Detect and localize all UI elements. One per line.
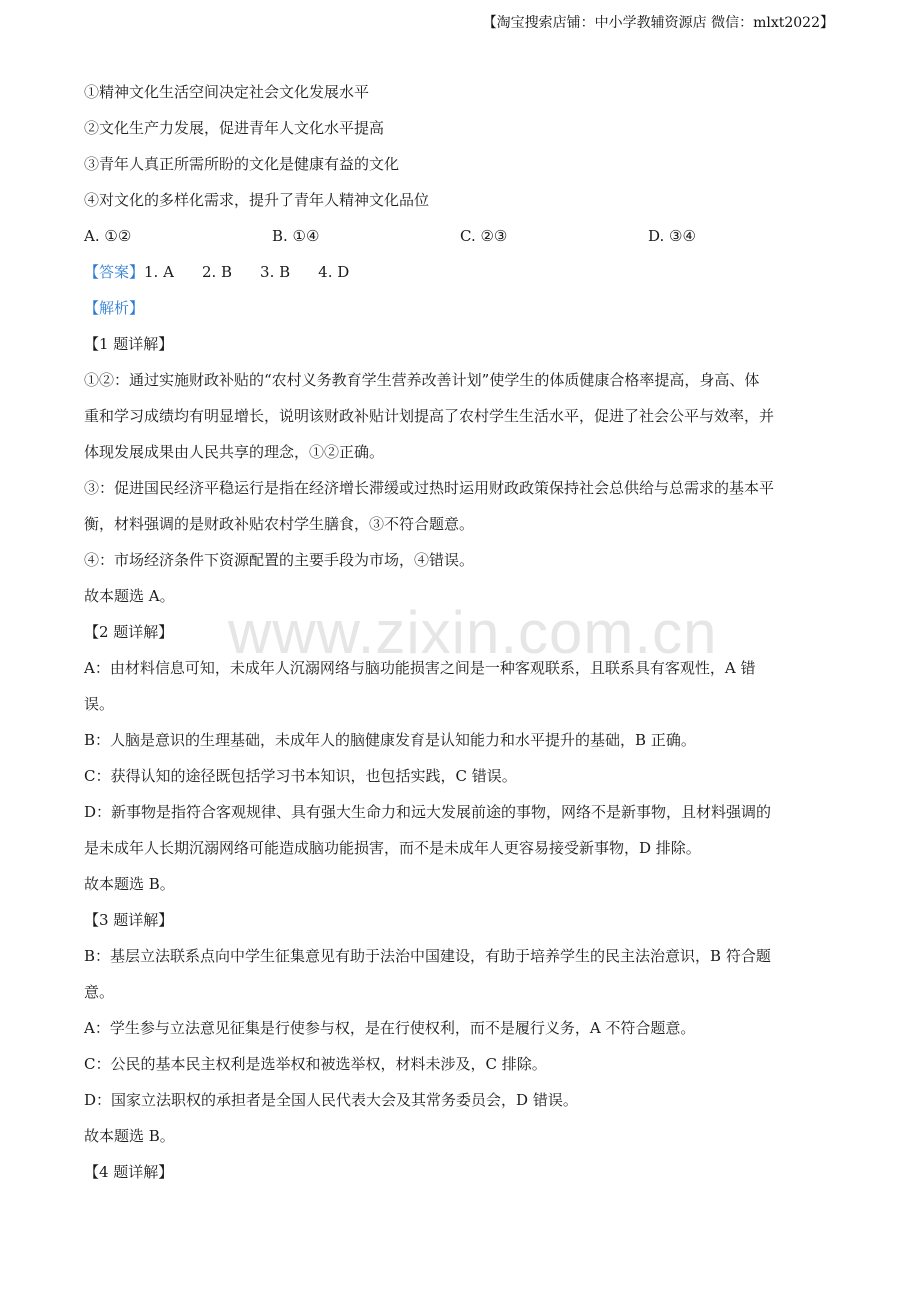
conclusion-line: 故本题选 B。 <box>84 875 175 893</box>
option-d: D. ③④ <box>648 227 696 245</box>
paragraph-line: ④：市场经济条件下资源配置的主要手段为市场，④错误。 <box>84 551 475 569</box>
paragraph-line: A：由材料信息可知，未成年人沉溺网络与脑功能损害之间是一种客观联系，且联系具有客观性，A 错 <box>84 659 756 677</box>
watermark: www.zixin.com.cn <box>228 599 718 666</box>
option-c: C. ②③ <box>460 227 508 245</box>
paragraph-line: 误。 <box>84 695 115 713</box>
statement-3: ③青年人真正所需所盼的文化是健康有益的文化 <box>84 155 400 173</box>
paragraph-line: B：基层立法联系点向中学生征集意见有助于法治中国建设，有助于培养学生的民主法治意识，B 符合题 <box>84 947 771 965</box>
answer-4: 4. D <box>318 263 350 281</box>
options-row <box>84 218 844 254</box>
paragraph-line: C：公民的基本民主权利是选举权和被选举权，材料未涉及，C 排除。 <box>84 1055 547 1073</box>
option-a: A. ①② <box>84 227 132 245</box>
answer-line <box>84 254 844 290</box>
paragraph-line: A：学生参与立法意见征集是行使参与权，是在行使权利，而不是履行义务，A 不符合题意。 <box>84 1019 696 1037</box>
paragraph-line: 是未成年人长期沉溺网络可能造成脑功能损害，而不是未成年人更容易接受新事物，D 排除。 <box>84 839 701 857</box>
paragraph-line: ③：促进国民经济平稳运行是指在经济增长滞缓或过热时运用财政政策保持社会总供给与总需求的基本平 <box>84 479 775 497</box>
paragraph-line: D：国家立法职权的承担者是全国人民代表大会及其常务委员会，D 错误。 <box>84 1091 578 1109</box>
section-title-2: 【2 题详解】 <box>84 623 174 641</box>
statement-1: ①精神文化生活空间决定社会文化发展水平 <box>84 83 370 101</box>
section-title-1: 【1 题详解】 <box>84 335 174 353</box>
paragraph-line: D：新事物是指符合客观规律、具有强大生命力和远大发展前途的事物，网络不是新事物，且材料强调的 <box>84 803 772 821</box>
section-title-4: 【4 题详解】 <box>84 1163 174 1181</box>
paragraph-line: 重和学习成绩均有明显增长，说明该财政补贴计划提高了农村学生生活水平，促进了社会公平与效率，并 <box>84 407 775 425</box>
conclusion-line: 故本题选 B。 <box>84 1127 175 1145</box>
paragraph-line: 体现发展成果由人民共享的理念，①②正确。 <box>84 443 385 461</box>
paragraph-line: B：人脑是意识的生理基础，未成年人的脑健康发育是认知能力和水平提升的基础，B 正确。 <box>84 731 696 749</box>
statement-4: ④对文化的多样化需求，提升了青年人精神文化品位 <box>84 191 430 209</box>
answer-2: 2. B <box>201 263 233 281</box>
paragraph-line: 衡，材料强调的是财政补贴农村学生膳食，③不符合题意。 <box>84 515 475 533</box>
section-title-3: 【3 题详解】 <box>84 911 174 929</box>
conclusion-line: 故本题选 A。 <box>84 587 175 605</box>
option-b: B. ①④ <box>272 227 320 245</box>
analysis-label: 【解析】 <box>84 299 145 317</box>
paragraph-line: ①②：通过实施财政补贴的“农村义务教育学生营养改善计划”使学生的体质健康合格率提高，身高、体 <box>84 371 760 389</box>
header-banner: 【淘宝搜索店铺：中小学教辅资源店 微信：mlxt2022】 <box>482 15 834 31</box>
paragraph-line: C：获得认知的途径既包括学习书本知识，也包括实践，C 错误。 <box>84 767 517 785</box>
statement-2: ②文化生产力发展，促进青年人文化水平提高 <box>84 119 385 137</box>
paragraph-line: 意。 <box>84 983 115 1001</box>
answer-3: 3. B <box>260 263 291 281</box>
document-body <box>84 74 844 1190</box>
answer-label: 【答案】 <box>84 263 145 281</box>
answer-1: 1. A <box>144 263 174 281</box>
